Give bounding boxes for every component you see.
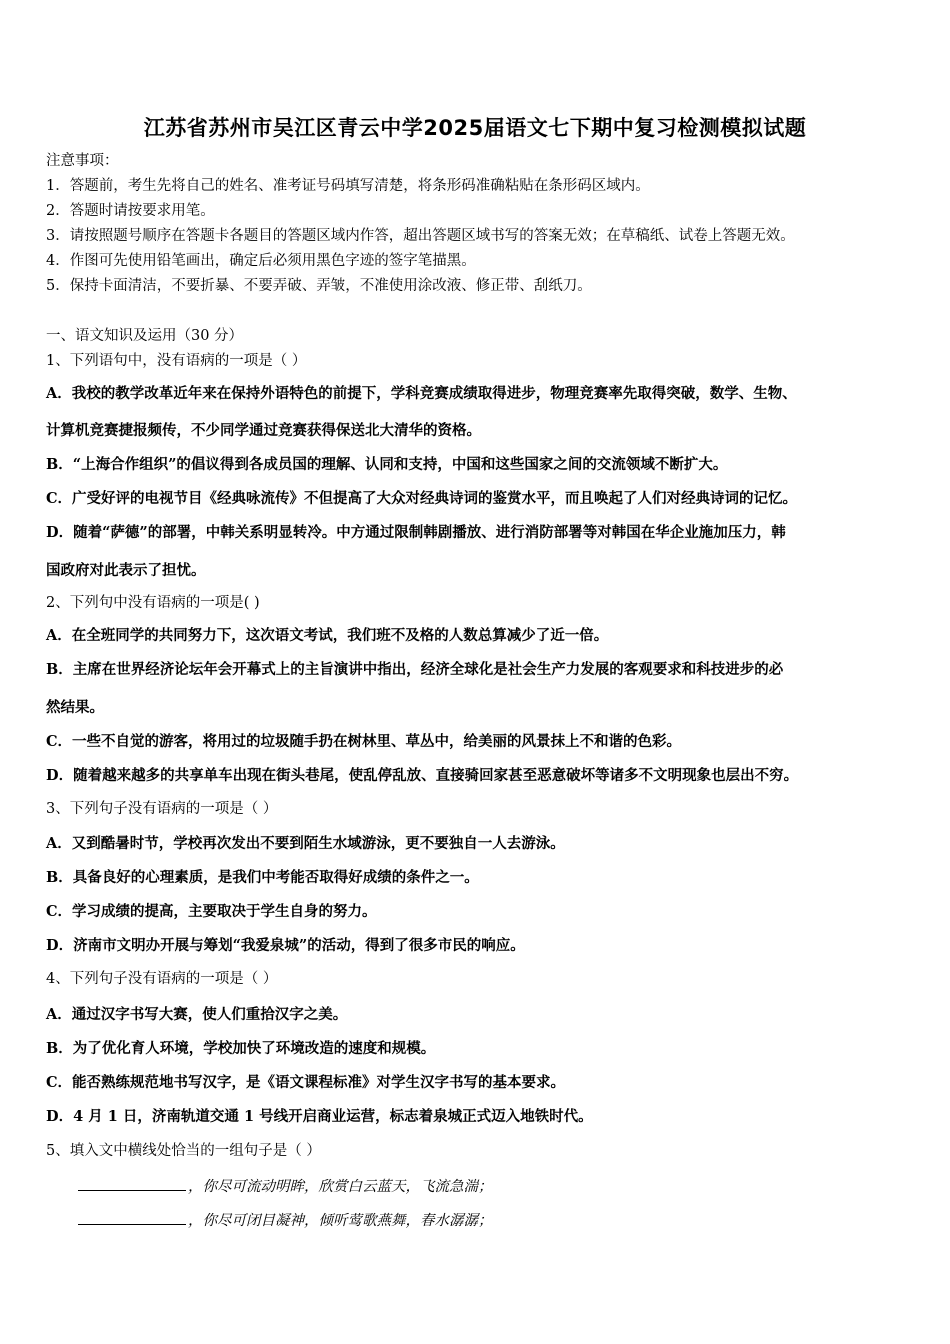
notice-item: 1．答题前，考生先将自己的姓名、准考证号码填写清楚，将条形码准确粘贴在条形码区域内。 <box>46 178 650 194</box>
question-stem: 1、下列语句中，没有语病的一项是（ ） <box>46 353 307 369</box>
notice-item: 2．答题时请按要求用笔。 <box>46 203 215 219</box>
fill-text: ，你尽可闭目凝神，倾听莺歌燕舞，春水潺潺； <box>188 1213 493 1229</box>
question-option: C．能否熟练规范地书写汉字，是《语文课程标准》对学生汉字书写的基本要求。 <box>46 1074 566 1091</box>
answer-blank[interactable] <box>78 1176 186 1191</box>
question-option: D．4 月 1 日，济南轨道交通 1 号线开启商业运营，标志着泉城正式迈入地铁时代。 <box>46 1108 593 1125</box>
question-option: C．一些不自觉的游客，将用过的垃圾随手扔在树林里、草丛中，给美丽的风景抹上不和谐的色彩。 <box>46 733 682 750</box>
question-stem: 5、填入文中横线处恰当的一组句子是（ ） <box>46 1143 321 1159</box>
notice-heading: 注意事项： <box>46 153 119 169</box>
notice-item: 4．作图可先使用铅笔画出，确定后必须用黑色字迹的签字笔描黑。 <box>46 253 476 269</box>
question-option: C．广受好评的电视节目《经典咏流传》不但提高了大众对经典诗词的鉴赏水平，而且唤起了人们对经典诗词的记忆。 <box>46 490 798 507</box>
question-option: B．“上海合作组织”的倡议得到各成员国的理解、认同和支持，中国和这些国家之间的交流领域不断扩大。 <box>46 456 728 473</box>
question-option: 国政府对此表示了担忧。 <box>46 562 206 579</box>
question-option: 然结果。 <box>46 699 104 716</box>
fill-line <box>78 1176 493 1197</box>
question-stem: 3、下列句子没有语病的一项是（ ） <box>46 801 278 817</box>
notice-item: 3．请按照题号顺序在答题卡各题目的答题区域内作答，超出答题区域书写的答案无效；在草稿纸、试卷上答题无效。 <box>46 228 795 244</box>
page-title: 江苏省苏州市吴江区青云中学2025届语文七下期中复习检测模拟试题 <box>143 116 807 140</box>
question-option: C．学习成绩的提高，主要取决于学生自身的努力。 <box>46 903 377 920</box>
question-stem: 2、下列句中没有语病的一项是( ) <box>46 595 260 611</box>
question-option: 计算机竞赛捷报频传，不少同学通过竞赛获得保送北大清华的资格。 <box>46 422 481 439</box>
question-option: B．为了优化育人环境，学校加快了环境改造的速度和规模。 <box>46 1040 436 1057</box>
section-heading: 一、语文知识及运用（30 分） <box>46 328 244 344</box>
notice-item: 5．保持卡面清洁，不要折暴、不要弄破、弄皱，不准使用涂改液、修正带、刮纸刀。 <box>46 278 592 294</box>
question-option: D．随着“萨德”的部署，中韩关系明显转冷。中方通过限制韩剧播放、进行消防部署等对韩国在华企业施加压力，韩 <box>46 524 786 541</box>
question-option: A．又到酷暑时节，学校再次发出不要到陌生水域游泳，更不要独自一人去游泳。 <box>46 835 565 852</box>
question-option: B．主席在世界经济论坛年会开幕式上的主旨演讲中指出，经济全球化是社会生产力发展的客观要求和科技进步的必 <box>46 661 784 678</box>
question-stem: 4、下列句子没有语病的一项是（ ） <box>46 971 278 987</box>
question-option: A．在全班同学的共同努力下，这次语文考试，我们班不及格的人数总算减少了近一倍。 <box>46 627 609 644</box>
answer-blank[interactable] <box>78 1210 186 1225</box>
question-option: B．具备良好的心理素质，是我们中考能否取得好成绩的条件之一。 <box>46 869 479 886</box>
question-option: D．济南市文明办开展与筹划“我爱泉城”的活动，得到了很多市民的响应。 <box>46 937 525 954</box>
question-option: A．通过汉字书写大赛，使人们重拾汉字之美。 <box>46 1006 348 1023</box>
question-option: D．随着越来越多的共享单车出现在街头巷尾，使乱停乱放、直接骑回家甚至恶意破坏等诸多不文明现象也层出不穷。 <box>46 767 799 784</box>
fill-line <box>78 1210 493 1231</box>
question-option: A．我校的教学改革近年来在保持外语特色的前提下，学科竞赛成绩取得进步，物理竞赛率先取得突破，数学、生物、 <box>46 385 797 402</box>
fill-text: ，你尽可流动明眸，欣赏白云蓝天，飞流急湍； <box>188 1179 493 1195</box>
